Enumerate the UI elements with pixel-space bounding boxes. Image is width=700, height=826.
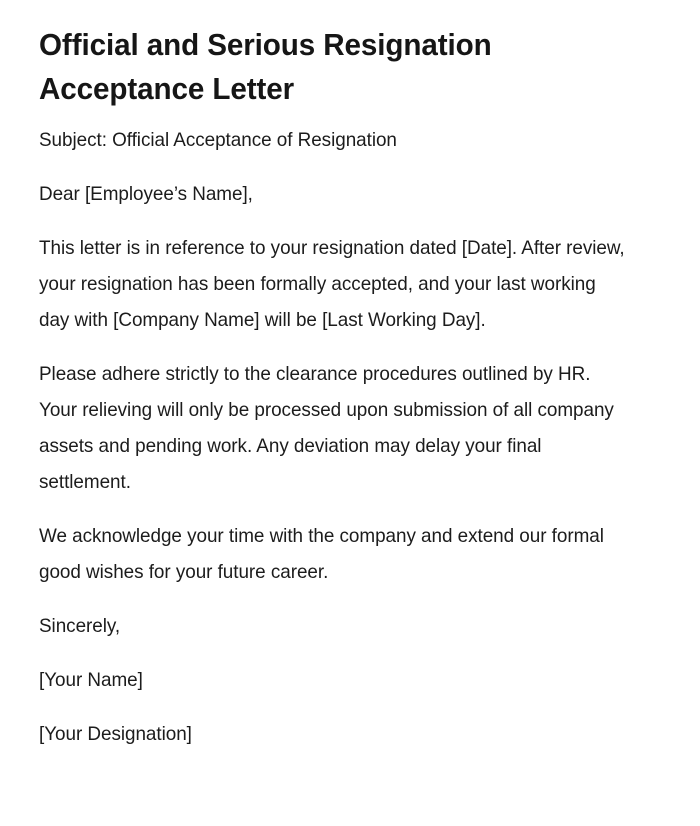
body-paragraph-2: Please adhere strictly to the clearance procedures outlined by HR. Your relieving will only be processed upon submission of all company assets and pending work. Any deviation may delay your final settlement.: [39, 364, 614, 493]
closing-salutation: Sincerely,: [39, 616, 121, 637]
body-paragraph-3: We acknowledge your time with the company and extend our formal good wishes for your future career.: [39, 526, 604, 583]
signature-name: [Your Name]: [39, 670, 143, 691]
salutation: Dear [Employee’s Name],: [39, 184, 253, 205]
body-paragraph-1: This letter is in reference to your resignation dated [Date]. After review, your resignation has been formally accepted, and your last working day with [Company Name] will be [Last Working Day].: [39, 238, 625, 331]
signature-designation: [Your Designation]: [39, 724, 192, 745]
subject-line: Subject: Official Acceptance of Resignation: [39, 130, 397, 151]
page-title: Official and Serious Resignation Acceptance Letter: [39, 27, 492, 106]
letter-content: [39, 0, 639, 753]
